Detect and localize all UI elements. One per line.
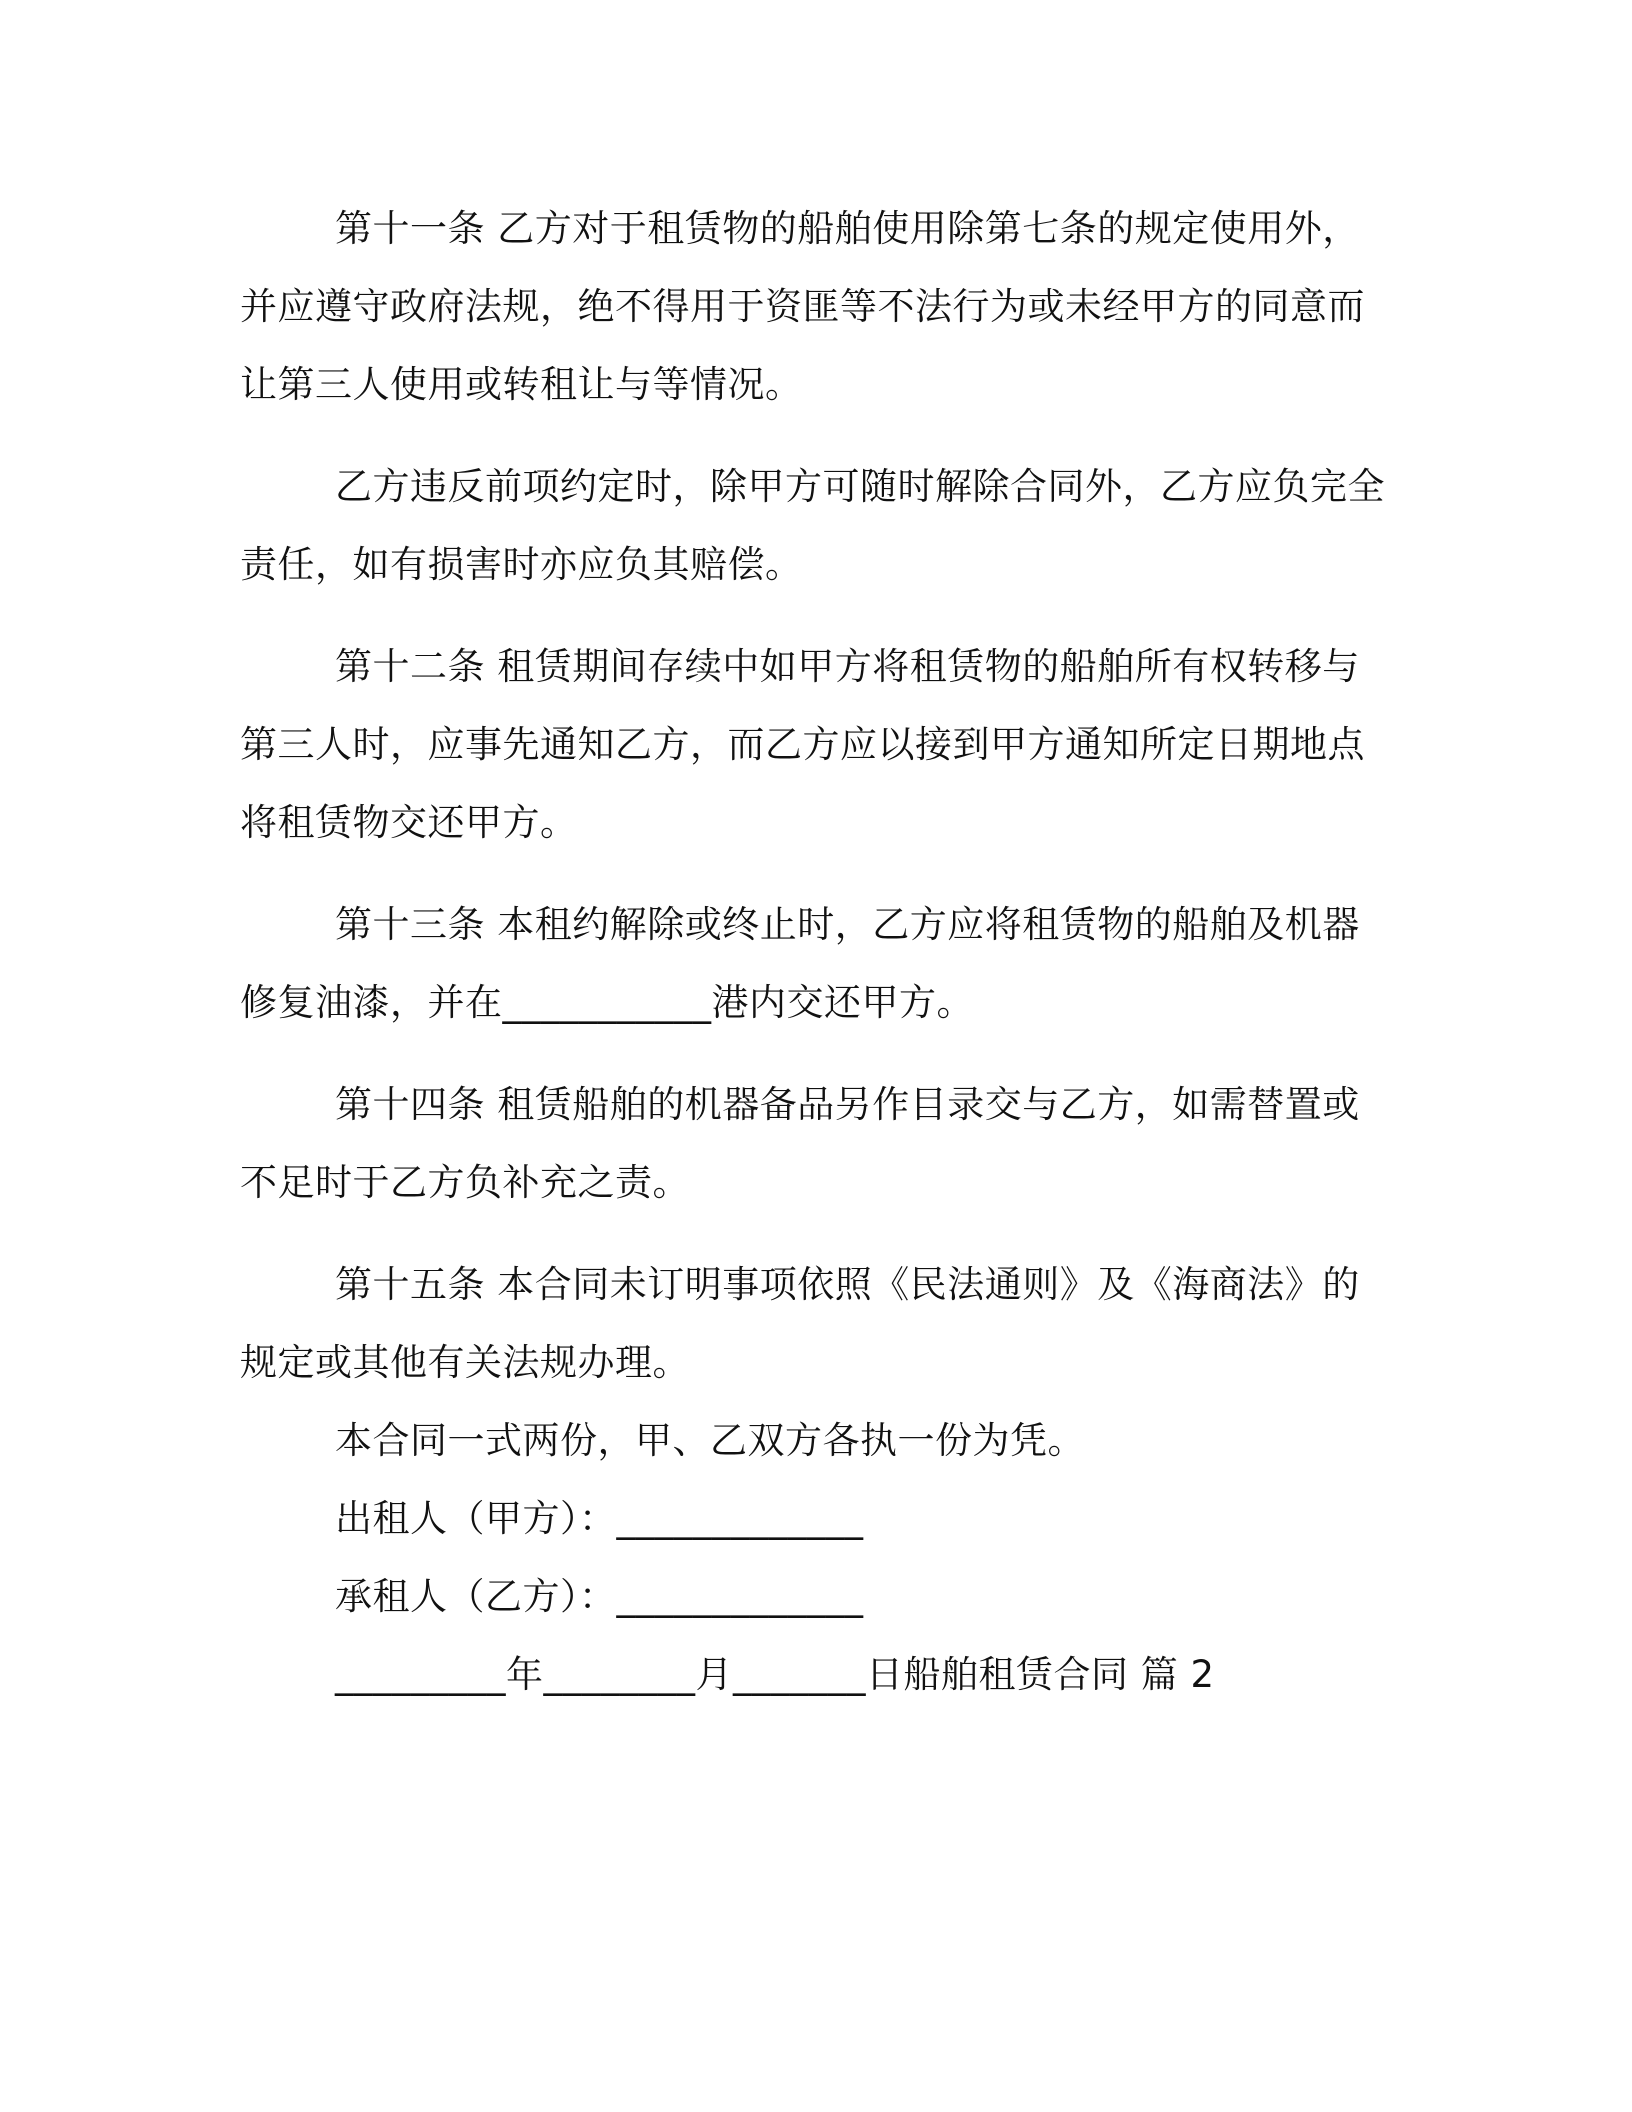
article-13-paragraph: 第十三条 本租约解除或终止时，乙方应将租赁物的船舶及机器修复油漆，并在___________港内交还甲方。 [240, 903, 1360, 1024]
lessee-signature-line: 承租人（乙方）：_____________ [335, 1575, 864, 1618]
article-11-paragraph: 第十一条 乙方对于租赁物的船舶使用除第七条的规定使用外，并应遵守政府法规，绝不得用于资匪等不法行为或未经甲方的同意而让第三人使用或转租让与等情况。 [240, 207, 1365, 406]
document-body [240, 190, 1390, 1714]
article-15-paragraph: 第十五条 本合同未订明事项依照《民法通则》及《海商法》的规定或其他有关法规办理。 [240, 1263, 1360, 1384]
copies-note: 本合同一式两份，甲、乙双方各执一份为凭。 [335, 1419, 1085, 1462]
article-14-paragraph: 第十四条 租赁船舶的机器备品另作目录交与乙方，如需替置或不足时于乙方负补充之责。 [240, 1083, 1360, 1204]
date-line: _________年________月_______日船舶租赁合同 篇 2 [335, 1653, 1215, 1696]
lessor-signature-line: 出租人（甲方）：_____________ [335, 1497, 864, 1540]
article-12-paragraph: 第十二条 租赁期间存续中如甲方将租赁物的船舶所有权转移与第三人时，应事先通知乙方，而乙方应以接到甲方通知所定日期地点将租赁物交还甲方。 [240, 645, 1365, 844]
article-11-breach-paragraph: 乙方违反前项约定时，除甲方可随时解除合同外，乙方应负完全责任，如有损害时亦应负其赔偿。 [240, 465, 1385, 586]
